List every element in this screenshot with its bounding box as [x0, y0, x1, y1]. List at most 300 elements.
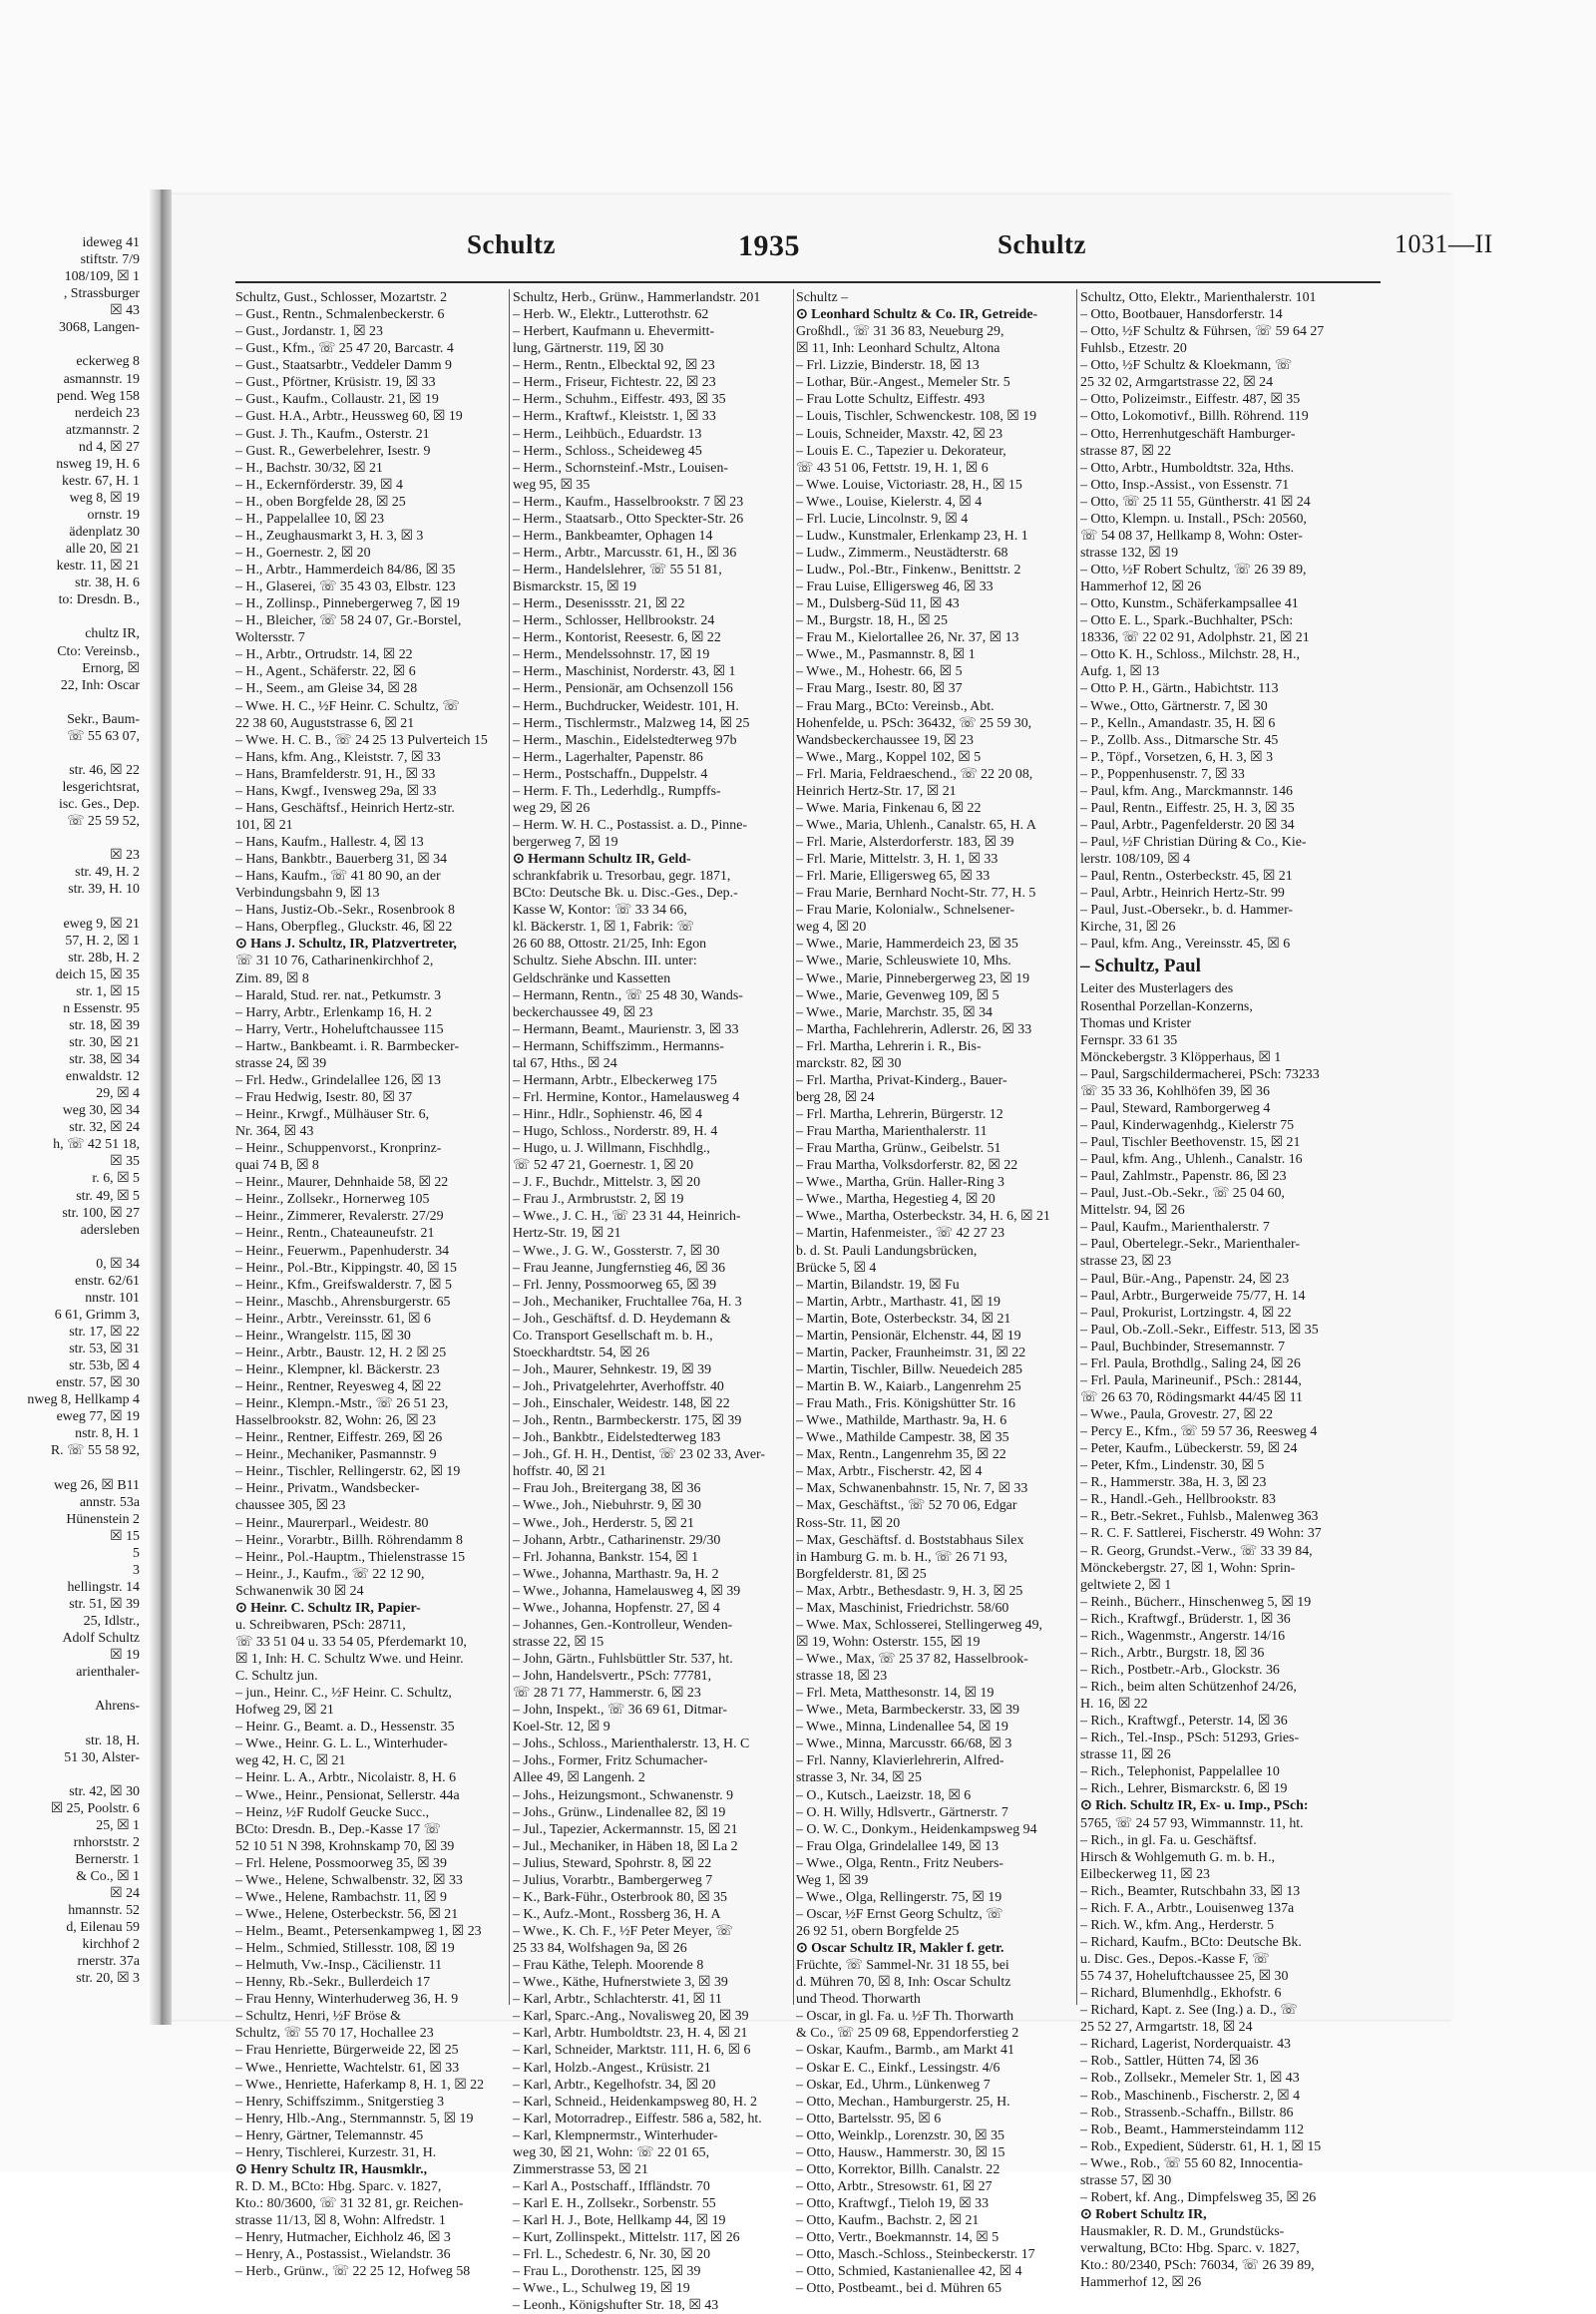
directory-entry-line: – Otto, Lokomotivf., Billh. Röhrend. 119 [1080, 409, 1309, 425]
directory-entry-line: – Frl. Marie, Elligersweg 65, ☒ 33 [796, 869, 991, 885]
directory-entry-line [0, 1460, 140, 1477]
directory-entry-line: ☒ 15 [110, 1528, 140, 1544]
directory-entry-line: – Hermann, Arbtr., Elbeckerweg 175 [513, 1072, 717, 1088]
directory-entry-line: – Henry, Gärtner, Telemannstr. 45 [235, 2127, 424, 2143]
directory-entry-line: – Otto E. L., Spark.-Buchhalter, PSch: [1080, 613, 1294, 629]
directory-entry-line: – Rob., Strassenb.-Schaffn., Billstr. 86 [1080, 2105, 1294, 2121]
directory-entry-line: – Schultz, Henri, ½F Bröse & [235, 2009, 401, 2025]
directory-entry-line: Schultz, ☏ 55 70 17, Hochallee 23 [235, 2026, 434, 2042]
directory-entry-line: – Gust. R., Gewerbelehrer, Isestr. 9 [235, 443, 431, 459]
directory-entry-line: – Hans, Oberpfleg., Gluckstr. 46, ☒ 22 [235, 920, 453, 936]
directory-entry-line: – Paul, Zahlmstr., Papenstr. 86, ☒ 23 [1080, 1169, 1287, 1185]
directory-entry-line: – Richard, Kapt. z. See (Ing.) a. D., ☏ [1080, 2003, 1298, 2019]
previous-page-column [0, 234, 140, 1987]
directory-entry-line [0, 745, 140, 762]
directory-entry-line: – Herm., Schuhm., Eiffestr. 493, ☒ 35 [513, 392, 726, 408]
directory-entry-line: – Herm., Maschin., Eidelstedterweg 97b [513, 732, 737, 748]
directory-entry-line: – Wwe., Heinr. G. L. L., Winterhuder- [235, 1736, 448, 1752]
directory-entry-line: – Paul, kfm. Ang., Marckmannstr. 146 [1080, 783, 1293, 799]
directory-entry-line: – Wwe., Käthe, Hufnerstwiete 3, ☒ 39 [513, 1975, 728, 1991]
directory-entry-line: – Herm., Postschaffn., Duppelstr. 4 [513, 766, 708, 782]
directory-entry-line: strasse 11, ☒ 26 [1080, 1747, 1171, 1763]
directory-entry-line: – Robert, kf. Ang., Dimpfelsweg 35, ☒ 26 [1080, 2189, 1317, 2205]
directory-entry-line: – Max, Arbtr., Fischerstr. 42, ☒ 4 [796, 1464, 983, 1480]
directory-entry-line: – Gust., Pförtner, Krüsistr. 19, ☒ 33 [235, 375, 436, 391]
directory-entry-line: – Harry, Arbtr., Erlenkamp 16, H. 2 [235, 1004, 432, 1020]
directory-entry-line: – Gust., Staatsarbtr., Veddeler Damm 9 [235, 358, 452, 374]
directory-entry-line: ⊙ Henry Schultz IR, Hausmklr., [235, 2161, 428, 2177]
directory-entry-line: ☏ 25 59 52, [67, 814, 140, 830]
directory-entry-line: – Gust., Kaufm., Collaustr. 21, ☒ 19 [235, 392, 439, 408]
directory-entry-line: – Joh., Gf. H. H., Dentist, ☏ 23 02 33, Aver- [513, 1447, 765, 1463]
directory-entry-line: Bernerstr. 1 [75, 1851, 140, 1867]
directory-entry-line: – Frl. Meta, Matthesonstr. 14, ☒ 19 [796, 1686, 995, 1702]
directory-entry-line: – Johs., Former, Fritz Schumacher- [513, 1753, 708, 1769]
directory-entry-line: ☒ 1, Inh: H. C. Schultz Wwe. und Heinr. [235, 1652, 464, 1667]
directory-entry-line: Thomas und Krister [1080, 1015, 1192, 1031]
directory-entry-line: – Ludw., Zimmerm., Neustädterstr. 68 [796, 545, 1008, 561]
directory-entry-line: – Henry, Schiffszimm., Snitgerstieg 3 [235, 2094, 445, 2110]
directory-entry-line: ☒ 35 [110, 1154, 140, 1170]
directory-entry-line: – R., Betr.-Sekret., Fuhlsb., Malenweg 363 [1080, 1509, 1319, 1525]
directory-entry-line: – Heinr. L. A., Arbtr., Nicolaistr. 8, H. 6 [235, 1770, 457, 1786]
directory-entry-line: Kto.: 80/2340, PSch: 76034, ☏ 26 39 89, [1080, 2258, 1315, 2274]
directory-entry-line: Sekr., Baum- [67, 711, 140, 727]
directory-entry-line: – Heinr. G., Beamt. a. D., Hessenstr. 35 [235, 1720, 455, 1736]
directory-entry-line: str. 38, H. 6 [75, 576, 140, 591]
directory-entry-line: – Herm. W. H. C., Postassist. a. D., Pinne- [513, 817, 747, 833]
directory-entry-line: – Jul., Tapezier, Ackermannstr. 15, ☒ 21 [513, 1821, 738, 1837]
directory-entry-line: – J. F., Buchdr., Mittelstr. 3, ☒ 20 [513, 1175, 701, 1191]
directory-entry-line: ☏ 43 51 06, Fettstr. 19, H. 1, ☒ 6 [796, 460, 989, 476]
directory-entry-line: verwaltung, BCto: Hbg. Sparc. v. 1827, [1080, 2241, 1300, 2257]
directory-entry-line: – Otto, ☏ 25 11 55, Güntherstr. 41 ☒ 24 [1080, 494, 1311, 510]
directory-entry-line: – Wwe. Maria, Finkenau 6, ☒ 22 [796, 800, 982, 816]
directory-entry-line: – Wwe., Marg., Koppel 102, ☒ 5 [796, 749, 982, 765]
directory-entry-line: – Martha, Fachlehrerin, Adlerstr. 26, ☒ 33 [796, 1021, 1032, 1037]
directory-entry-line: ideweg 41 [82, 235, 140, 250]
directory-entry-line: Früchte, ☏ Sammel-Nr. 31 18 55, bei [796, 1958, 1009, 1974]
directory-entry-line: – Heinr., Wrangelstr. 115, ☒ 30 [235, 1328, 411, 1344]
directory-entry-line: – Karl H. J., Bote, Hellkamp 44, ☒ 19 [513, 2213, 726, 2229]
directory-entry-line: – Martin, Pensionär, Elchenstr. 44, ☒ 19 [796, 1328, 1021, 1344]
directory-entry-line: – Frau Martha, Grünw., Geibelstr. 51 [796, 1141, 1001, 1157]
directory-entry-line: – Herm., Handelslehrer, ☏ 55 51 81, [513, 563, 722, 578]
directory-entry-line: – Paul, kfm. Ang., Vereinsstr. 45, ☒ 6 [1080, 937, 1291, 953]
directory-entry-line: – Herm., Pensionär, am Ochsenzoll 156 [513, 681, 733, 697]
directory-entry-line: – Herm., Maschinist, Norderstr. 43, ☒ 1 [513, 664, 736, 680]
directory-entry-line: – Johs., Grünw., Lindenallee 82, ☒ 19 [513, 1804, 726, 1820]
directory-entry-line: – Frl. Lizzie, Binderstr. 18, ☒ 13 [796, 358, 980, 374]
directory-entry-line: – Frl. Hedw., Grindelallee 126, ☒ 13 [235, 1072, 441, 1088]
directory-entry-line: – Otto, Arbtr., Stresowstr. 61, ☒ 27 [796, 2178, 993, 2194]
directory-entry-line: – Helm., Schmied, Stillesstr. 108, ☒ 19 [235, 1941, 455, 1957]
directory-entry-line: nsweg 19, H. 6 [56, 456, 140, 472]
directory-entry-line: Ernorg, ☒ [82, 660, 140, 676]
directory-entry-line: – Herb. W., Elektr., Lutterothstr. 62 [513, 307, 709, 323]
directory-entry-line: – Frl. Martha, Lehrerin i. R., Bis- [796, 1038, 982, 1054]
directory-entry-line: – Hans, Kwgf., Ivensweg 29a, ☒ 33 [235, 783, 437, 799]
directory-entry-line: – Julius, Vorarbtr., Bambergerweg 7 [513, 1872, 713, 1888]
directory-entry-line: – Harald, Stud. rer. nat., Petkumstr. 3 [235, 987, 442, 1003]
page-number: 1031—II [1395, 229, 1493, 258]
directory-entry-line: – Wwe., L., Schulweg 19, ☒ 19 [513, 2281, 690, 2297]
directory-entry-line: 25 52 27, Armgartstr. 18, ☒ 24 [1080, 2020, 1253, 2036]
directory-entry-line: – H., oben Borgfelde 28, ☒ 25 [235, 494, 406, 510]
directory-entry-line: – Frl. Marie, Mittelstr. 3, H. 1, ☒ 33 [796, 852, 998, 868]
directory-entry-line: R. ☏ 55 58 92, [50, 1443, 140, 1459]
directory-entry-line: – Louis E. C., Tapezier u. Dekorateur, [796, 443, 1006, 459]
directory-entry-line: Rosenthal Porzellan-Konzerns, [1080, 998, 1253, 1014]
directory-entry-line: u. Disc. Ges., Depos.-Kasse F, ☏ [1080, 1952, 1270, 1967]
directory-entry-line: – Frl. Paula, Marineunif., PSch.: 28144, [1080, 1372, 1302, 1388]
directory-entry-line: Mönckebergstr. 27, ☒ 1, Wohn: Sprin- [1080, 1560, 1296, 1576]
directory-entry-line: nd 4, ☒ 27 [78, 439, 140, 455]
directory-entry-line: – H., Arbtr., Ortrudstr. 14, ☒ 22 [235, 647, 413, 663]
running-head-right: Schultz [998, 229, 1087, 259]
directory-entry-line: – Joh., Privatgelehrter, Averhoffstr. 40 [513, 1379, 724, 1394]
directory-entry-line: – Karl, Motorradrep., Eiffestr. 586 a, 582, ht. [513, 2111, 762, 2126]
directory-entry-line: – H., Bleicher, ☏ 58 24 07, Gr.-Borstel, [235, 613, 462, 629]
directory-entry-line: – Heinr., Vorarbtr., Billh. Röhrendamm 8 [235, 1532, 463, 1548]
directory-entry-line: – Otto, Klempn. u. Install., PSch: 20560, [1080, 511, 1307, 527]
directory-entry-line: – Rich., Telephonist, Pappelallee 10 [1080, 1764, 1280, 1780]
directory-entry-line: – Wwe., Maria, Uhlenh., Canalstr. 65, H. A [796, 817, 1036, 833]
directory-entry-line: – Wwe. H. C. B., ☏ 24 25 13 Pulverteich 15 [235, 732, 488, 748]
directory-entry-line: – Otto, ½F Schultz & Führsen, ☏ 59 64 27 [1080, 324, 1325, 340]
directory-entry-line: – Rich., Kraftwgf., Brüderstr. 1, ☒ 36 [1080, 1611, 1291, 1627]
directory-entry-line: schrankfabrik u. Tresorbau, gegr. 1871, [513, 869, 731, 885]
directory-entry-line: – P., Töpf., Vorsetzen, 6, H. 3, ☒ 3 [1080, 749, 1274, 765]
directory-entry-line: – Gust., Rentn., Schmalenbeckerstr. 6 [235, 307, 445, 323]
directory-entry-line: – Henry, Tischlerei, Kurzestr. 31, H. [235, 2144, 437, 2160]
directory-entry-line: – Wwe., Joh., Herderstr. 5, ☒ 21 [513, 1515, 694, 1531]
directory-entry-line: – Wwe., Henriette, Haferkamp 8, H. 1, ☒ 22 [235, 2077, 485, 2093]
directory-entry-line: asmannstr. 19 [63, 371, 140, 387]
directory-entry-line: – R. Georg, Grundst.-Verw., ☏ 33 39 84, [1080, 1543, 1313, 1559]
directory-entry-line: – Henny, Rb.-Sekr., Bullerdeich 17 [235, 1975, 431, 1991]
directory-entry-line: – Frl. Jenny, Possmoorweg 65, ☒ 39 [513, 1277, 717, 1293]
directory-entry-line: ⊙ Leonhard Schultz & Co. IR, Getreide- [796, 307, 1038, 323]
directory-column-2 [513, 289, 792, 2314]
directory-entry-line: ☒ 23 [110, 848, 140, 864]
directory-entry-line: 108/109, ☒ 1 [64, 269, 140, 285]
directory-entry-line: – Ludw., Kunstmaler, Erlenkamp 23, H. 1 [796, 528, 1028, 544]
directory-entry-line: – Herm., Desenissstr. 21, ☒ 22 [513, 596, 685, 612]
directory-entry-line [0, 336, 140, 353]
directory-entry-line: – Hans, Justiz-Ob.-Sekr., Rosenbrook 8 [235, 903, 455, 919]
directory-entry-line: – Frau Martha, Marienthalerstr. 11 [796, 1124, 988, 1140]
directory-entry-line: – Reinh., Bücherr., Hinschenweg 5, ☒ 19 [1080, 1594, 1312, 1610]
directory-entry-line: – Heinr., Zimmerer, Revalerstr. 27/29 [235, 1209, 444, 1225]
directory-entry-line: Hohenfelde, u. PSch: 36432, ☏ 25 59 30, [796, 715, 1032, 731]
directory-entry-line: Eilbeckerweg 11, ☒ 23 [1080, 1866, 1210, 1882]
directory-entry-line: – Herm., Buchdrucker, Weidestr. 101, H. [513, 698, 739, 714]
directory-entry-line: Heinrich Hertz-Str. 17, ☒ 21 [796, 783, 957, 799]
directory-entry-line: – Otto, Arbtr., Humboldtstr. 32a, Hths. [1080, 460, 1295, 476]
directory-entry-line: – Richard, Blumenhdlg., Ekhofstr. 6 [1080, 1986, 1282, 2002]
directory-entry-line: – Rich. W., kfm. Ang., Herderstr. 5 [1080, 1917, 1275, 1933]
directory-entry-line: Ahrens- [95, 1699, 140, 1715]
directory-entry-line: weg 8, ☒ 19 [69, 490, 140, 506]
directory-entry-line: – Frl. Martha, Privat-Kinderg., Bauer- [796, 1072, 1007, 1088]
directory-entry-line: enwaldstr. 12 [65, 1069, 140, 1085]
directory-entry-line: ☒ 19, Wohn: Osterstr. 155, ☒ 19 [796, 1634, 981, 1650]
directory-entry-line: str. 1, ☒ 15 [76, 983, 140, 999]
directory-entry-line: – Henry, Hlb.-Ang., Sternmannstr. 5, ☒ 19 [235, 2111, 474, 2126]
directory-column-4 [1080, 289, 1381, 2291]
directory-entry-line: – Wwe., Minna, Lindenallee 54, ☒ 19 [796, 1720, 1008, 1736]
directory-entry-line: 25, ☒ 1 [96, 1817, 140, 1833]
directory-entry-line: weg 42, H. C, ☒ 21 [235, 1753, 346, 1769]
running-head-left: Schultz [467, 229, 557, 259]
directory-entry-line: – Heinr., Klempner, kl. Bäckerstr. 23 [235, 1361, 440, 1377]
directory-entry-line: – Martin B. W., Kaiarb., Langenrehm 25 [796, 1379, 1021, 1394]
directory-entry-line: str. 18, H. [85, 1733, 140, 1748]
directory-entry-line: – Herm., Kontorist, Reesestr. 6, ☒ 22 [513, 630, 721, 646]
directory-entry-line: Hertz-Str. 19, ☒ 21 [513, 1226, 621, 1242]
directory-entry-line: – Frau Math., Fris. Königshütter Str. 16 [796, 1396, 1015, 1412]
directory-entry-line: tal 67, Hths., ☒ 24 [513, 1055, 617, 1071]
directory-entry-line: kestr. 11, ☒ 21 [56, 559, 140, 575]
directory-entry-line: – Max, Arbtr., Bethesdastr. 9, H. 3, ☒ 25 [796, 1583, 1023, 1599]
directory-entry-line: – R., Handl.-Geh., Hellbrookstr. 83 [1080, 1492, 1276, 1508]
directory-entry-line: – O. W. C., Donkym., Heidenkampsweg 94 [796, 1821, 1037, 1837]
directory-entry-line: in Hamburg G. m. b. H., ☏ 26 71 93, [796, 1549, 1007, 1565]
directory-entry-line: Hammerhof 12, ☒ 26 [1080, 2275, 1202, 2291]
directory-entry-line: – Karl, Holzb.-Angest., Krüsistr. 21 [513, 2060, 711, 2076]
directory-entry-line: ⊙ Heinr. C. Schultz IR, Papier- [235, 1600, 421, 1616]
directory-entry-line: – Peter, Kfm., Lindenstr. 30, ☒ 5 [1080, 1458, 1265, 1474]
directory-entry-line: – Wwe., Helene, Rambachstr. 11, ☒ 9 [235, 1889, 447, 1905]
directory-entry-line: – Paul, Arbtr., Burgerweide 75/77, H. 14 [1080, 1288, 1306, 1304]
directory-entry-line: quai 74 B, ☒ 8 [235, 1158, 319, 1174]
directory-entry-line: – Rich., Wagenmstr., Angerstr. 14/16 [1080, 1628, 1286, 1644]
directory-entry-line: strasse 57, ☒ 30 [1080, 2172, 1172, 2188]
directory-entry-line: – Frau Lotte Schultz, Eiffestr. 493 [796, 392, 986, 408]
directory-entry-line: Schultz, Otto, Elektr., Marienthalerstr. 101 [1080, 290, 1317, 305]
directory-entry-line [0, 694, 140, 711]
directory-entry-line: – Frau M., Kielortallee 26, Nr. 37, ☒ 13 [796, 630, 1019, 646]
directory-entry-line: – Paul, Buchbinder, Stresemannstr. 7 [1080, 1339, 1286, 1354]
directory-entry-line: – Wwe., Johanna, Hopfenstr. 27, ☒ 4 [513, 1600, 720, 1616]
directory-entry-line: str. 38, ☒ 34 [69, 1052, 140, 1067]
directory-entry-line: ☏ 26 63 70, Rödingsmarkt 44/45 ☒ 11 [1080, 1389, 1304, 1405]
directory-entry-line: – Otto, Postbeamt., bei d. Mühren 65 [796, 2281, 1002, 2297]
directory-entry-line: r. 6, ☒ 5 [92, 1171, 140, 1187]
directory-entry-line: – M., Dulsberg-Süd 11, ☒ 43 [796, 596, 960, 612]
directory-entry-line: geltwiete 2, ☒ 1 [1080, 1577, 1172, 1593]
directory-entry-line [0, 898, 140, 915]
column-divider [1076, 289, 1077, 2005]
directory-entry-line: str. 53b, ☒ 4 [69, 1358, 140, 1374]
directory-entry-line: – Wwe., Martha, Osterbeckstr. 34, H. 6, ☒ 21 [796, 1209, 1050, 1225]
directory-entry-line: str. 28b, H. 2 [68, 950, 140, 965]
directory-entry-line: Mittelstr. 94, ☒ 26 [1080, 1203, 1185, 1219]
directory-entry-line: Hirsch & Wohlgemuth G. m. b. H., [1080, 1849, 1276, 1865]
directory-entry-line: – Wwe. H. C., ½F Heinr. C. Schultz, ☏ [235, 698, 460, 714]
directory-entry-line: – Paul, Prokurist, Lortzingstr. 4, ☒ 22 [1080, 1305, 1292, 1321]
directory-entry-line: – Heinr., Pol.-Hauptm., Thielenstrasse 15 [235, 1549, 466, 1565]
directory-entry-line: – Frau Hedwig, Isestr. 80, ☒ 37 [235, 1089, 413, 1105]
directory-entry-line: Allee 49, ☒ Langenh. 2 [513, 1770, 645, 1786]
directory-entry-line: – Louis, Tischler, Schwenckestr. 108, ☒ 19 [796, 409, 1037, 425]
directory-entry-line: – Heinr., Tischler, Rellingerstr. 62, ☒ 19 [235, 1464, 461, 1480]
directory-entry-line: Kto.: 80/3600, ☏ 31 32 81, gr. Reichen- [235, 2196, 464, 2211]
directory-entry-line: – Otto, ½F Schultz & Kloekmann, ☏ [1080, 358, 1293, 374]
directory-entry-line: – Otto, Polizeimstr., Eiffestr. 487, ☒ 35 [1080, 392, 1301, 408]
directory-entry-line: – Joh., Einschaler, Weidestr. 148, ☒ 22 [513, 1396, 730, 1412]
directory-entry-line: lesgerichtsrat, [62, 780, 140, 795]
directory-entry-line: ☒ 24 [110, 1886, 140, 1902]
directory-entry-line: – Max, Geschäftst., ☏ 52 70 06, Edgar [796, 1498, 1017, 1514]
directory-entry-line: – Otto, Kraftwgf., Tieloh 19, ☒ 33 [796, 2196, 990, 2211]
directory-entry-line: – Wwe., Henriette, Wachtelstr. 61, ☒ 33 [235, 2060, 460, 2076]
directory-entry-line: Großhdl., ☏ 31 36 83, Neueburg 29, [796, 324, 1004, 340]
directory-entry-line: – Frl. Marie, Alsterdorferstr. 183, ☒ 39 [796, 835, 1014, 850]
directory-entry-line: – Frau Käthe, Teleph. Moorende 8 [513, 1958, 704, 1974]
directory-entry-line: – Rich., Tel.-Insp., PSch: 51293, Gries- [1080, 1731, 1300, 1746]
directory-entry-line: str. 49, ☒ 5 [76, 1188, 140, 1204]
directory-entry-line: isc. Ges., Dep. [58, 797, 140, 813]
directory-entry-line: strasse 3, Nr. 34, ☒ 25 [796, 1770, 922, 1786]
directory-entry-line: 26 60 88, Ottostr. 21/25, Inh: Egon [513, 937, 707, 953]
directory-entry-line: – Herm., Leihbüch., Eduardstr. 13 [513, 426, 702, 442]
directory-entry-line: – Frl. Hermine, Kontor., Hamelausweg 4 [513, 1089, 740, 1105]
directory-entry-line: ⊙ Hermann Schultz IR, Geld- [513, 852, 691, 868]
directory-entry-line: – Herbert, Kaufmann u. Ehevermitt- [513, 324, 715, 340]
directory-entry-line: Schwanenwik 30 ☒ 24 [235, 1583, 364, 1599]
directory-entry-line: – K., Aufz.-Mont., Rossberg 36, H. A [513, 1906, 721, 1922]
directory-entry-line: – Johs., Schloss., Marienthalerstr. 13, H. C [513, 1736, 750, 1752]
directory-entry-line: 5765, ☏ 24 57 93, Wimmannstr. 11, ht. [1080, 1815, 1304, 1831]
directory-entry-line: Leiter des Musterlagers des [1080, 981, 1234, 997]
directory-entry-line: eweg 9, ☒ 21 [63, 916, 140, 932]
directory-entry-line: ☏ 52 47 21, Goernestr. 1, ☒ 20 [513, 1158, 694, 1174]
directory-entry-line: – Karl, Sparc.-Ang., Novalisweg 20, ☒ 39 [513, 2009, 749, 2025]
directory-entry-line: – Helmuth, Vw.-Insp., Cäcilienstr. 11 [235, 1958, 443, 1974]
directory-entry-line: – Otto P. H., Gärtn., Habichtstr. 113 [1080, 681, 1279, 697]
directory-entry-line: – Paul, Sargschildermacherei, PSch: 73233 [1080, 1066, 1320, 1082]
directory-entry-line: – Heinr., Maurerparl., Weidestr. 80 [235, 1515, 429, 1531]
directory-entry-line: – Paul, Obertelegr.-Sekr., Marienthaler- [1080, 1237, 1300, 1253]
directory-entry-line: Geldschränke und Kassetten [513, 970, 671, 986]
directory-entry-line: – Herm., Friseur, Fichtestr. 22, ☒ 23 [513, 375, 716, 391]
directory-entry-line: Schultz, Gust., Schlosser, Mozartstr. 2 [235, 290, 448, 305]
directory-entry-line: nnstr. 101 [85, 1290, 140, 1306]
directory-entry-line: – Wwe., Marie, Gevenweg 109, ☒ 5 [796, 987, 999, 1003]
directory-entry-line: Kirche, 31, ☒ 26 [1080, 920, 1176, 936]
directory-entry-line: – Frau Martha, Volksdorferstr. 82, ☒ 22 [796, 1158, 1018, 1174]
directory-entry-line: 25 32 02, Armgartstrasse 22, ☒ 24 [1080, 375, 1274, 391]
directory-entry-line: – Wwe., Johanna, Marthastr. 9a, H. 2 [513, 1566, 719, 1582]
directory-entry-line: – Heinr., Pol.-Btr., Kippingstr. 40, ☒ 15 [235, 1260, 457, 1276]
directory-entry-line: – Johannes, Gen.-Kontrolleur, Wenden- [513, 1617, 733, 1633]
directory-entry-line: 57, H. 2, ☒ 1 [65, 933, 140, 949]
directory-entry-line: 5 [133, 1545, 140, 1561]
directory-entry-line: – Oskar, Kaufm., Barmb., am Markt 41 [796, 2043, 1014, 2059]
directory-entry-line: Mönckebergstr. 3 Klöpperhaus, ☒ 1 [1080, 1049, 1282, 1065]
directory-entry-line: Nr. 364, ☒ 43 [235, 1124, 314, 1140]
directory-entry-line: – Max, Geschäftsf. d. Boststabhaus Silex [796, 1532, 1024, 1548]
directory-entry-line: enstr. 57, ☒ 30 [56, 1375, 140, 1391]
directory-entry-line: Stoeckhardtstr. 54, ☒ 26 [513, 1345, 650, 1360]
directory-entry-line: ☒ 25, Poolstr. 6 [50, 1800, 140, 1816]
directory-entry-line: – Hermann, Schiffszimm., Hermanns- [513, 1038, 724, 1054]
directory-entry-line: – Hans, Kaufm., ☏ 41 80 90, an der [235, 869, 441, 885]
directory-entry-line: – Wwe., Otto, Gärtnerstr. 7, ☒ 30 [1080, 698, 1268, 714]
directory-entry-line: – Wwe., Helene, Schwalbenstr. 32, ☒ 33 [235, 1872, 463, 1888]
directory-entry-line [0, 830, 140, 847]
directory-entry-line: – Max, Maschinist, Friedrichstr. 58/60 [796, 1600, 1009, 1616]
directory-entry-line: – Henry, A., Postassist., Wielandstr. 36 [235, 2247, 451, 2263]
previous-page-edge [0, 234, 150, 2010]
directory-entry-line: – Martin, Hafenmeister., ☏ 42 27 23 [796, 1226, 1005, 1242]
directory-entry-line: – John, Gärtn., Fuhlsbüttler Str. 537, ht. [513, 1652, 733, 1667]
directory-entry-line: – Otto, Vertr., Boekmannstr. 14, ☒ 5 [796, 2230, 999, 2246]
directory-entry-line: – Hans, Bramfelderstr. 91, H., ☒ 33 [235, 766, 436, 782]
directory-entry-line: – Frau Marg., BCto: Vereinsb., Abt. [796, 698, 995, 714]
directory-entry-line: – Joh., Maurer, Sehnkestr. 19, ☒ 39 [513, 1361, 712, 1377]
directory-entry-line: – R. C. F. Sattlerei, Fischerstr. 49 Wohn: 37 [1080, 1526, 1322, 1542]
directory-entry-line: – O., Kutsch., Laeizstr. 18, ☒ 6 [796, 1787, 972, 1803]
directory-entry-line: – Hans, Kaufm., Hallestr. 4, ☒ 13 [235, 835, 424, 850]
directory-entry-line: strasse 23, ☒ 23 [1080, 1254, 1172, 1270]
directory-entry-line: – Rob., Beamt., Hammersteindamm 112 [1080, 2121, 1305, 2137]
directory-entry-line: Verbindungsbahn 9, ☒ 13 [235, 886, 380, 902]
directory-entry-line: 52 10 51 N 398, Krohnskamp 70, ☒ 39 [235, 1838, 455, 1854]
directory-entry-line: – Frl. Nanny, Klavierlehrerin, Alfred- [796, 1753, 1004, 1769]
directory-entry-line: – Rich., Arbtr., Burgstr. 18, ☒ 36 [1080, 1645, 1265, 1661]
directory-entry-line: – Otto, Weinklp., Lorenzstr. 30, ☒ 35 [796, 2127, 1004, 2143]
directory-entry-line: – Frl. Lucie, Lincolnstr. 9, ☒ 4 [796, 511, 969, 527]
directory-entry-line: R. D. M., BCto: Hbg. Sparc. v. 1827, [235, 2178, 442, 2194]
directory-entry-line: bergerweg 7, ☒ 19 [513, 835, 618, 850]
directory-entry-line: – Richard, Kaufm., BCto: Deutsche Bk. [1080, 1934, 1302, 1950]
directory-entry-line: eweg 77, ☒ 19 [56, 1409, 140, 1425]
directory-entry-line [0, 608, 140, 625]
directory-entry-line: – Wwe., M., Pasmannstr. 8, ☒ 1 [796, 647, 976, 663]
directory-entry-line: – Johs., Heizungsmont., Schwanenstr. 9 [513, 1787, 734, 1803]
directory-entry-line: – Heinr., Krwgf., Mülhäuser Str. 6, [235, 1107, 430, 1122]
directory-entry-line: berg 28, ☒ 24 [796, 1089, 875, 1105]
directory-entry-line: annstr. 53a [79, 1494, 140, 1510]
directory-entry-line: – Helm., Beamt., Petersenkampweg 1, ☒ 23 [235, 1924, 482, 1939]
directory-entry-line: Aufg. 1, ☒ 13 [1080, 664, 1160, 680]
directory-entry-line: – Frl. Martha, Lehrerin, Bürgerstr. 12 [796, 1107, 1003, 1122]
directory-entry-line: – Otto, Kunstm., Schäferkampsallee 41 [1080, 596, 1299, 612]
directory-entry-line: – Heinr., Arbtr., Baustr. 12, H. 2 ☒ 25 [235, 1345, 447, 1360]
directory-entry-line: str. 39, H. 10 [68, 882, 140, 898]
directory-entry-line: – Otto, Schmied, Kastanienallee 42, ☒ 4 [796, 2264, 1022, 2280]
directory-entry-line: Zimmerstrasse 53, ☒ 21 [513, 2161, 648, 2177]
directory-entry-line: – Herm., Tischlermstr., Malzweg 14, ☒ 25 [513, 715, 750, 731]
directory-entry-line: & Co., ☒ 1 [76, 1869, 140, 1884]
directory-entry-line: – Wwe., Marie, Schleuswiete 10, Mhs. [796, 954, 1011, 969]
directory-entry-line: Koel-Str. 12, ☒ 9 [513, 1720, 610, 1736]
directory-entry-line: Weg 1, ☒ 39 [796, 1872, 869, 1888]
directory-entry-line: – Rich., beim alten Schützenhof 24/26, [1080, 1680, 1297, 1695]
directory-entry-line: Hausmakler, R. D. M., Grundstücks- [1080, 2224, 1285, 2239]
directory-entry-line: weg 29, ☒ 26 [513, 800, 591, 816]
directory-entry-line: – Max, Schwanenbahnstr. 15, Nr. 7, ☒ 33 [796, 1481, 1028, 1497]
directory-entry-line: – Hartw., Bankbeamt. i. R. Barmbecker- [235, 1038, 460, 1054]
directory-entry-line: – Joh., Rentn., Barmbeckerstr. 175, ☒ 39 [513, 1413, 742, 1429]
directory-entry-line: C. Schultz jun. [235, 1669, 318, 1685]
directory-entry-line: – Harry, Vertr., Hoheluftchaussee 115 [235, 1021, 444, 1037]
directory-entry-line: ☏ 54 08 37, Hellkamp 8, Wohn: Oster- [1080, 528, 1303, 544]
directory-entry-line: – Wwe., Mathilde Campestr. 38, ☒ 35 [796, 1430, 1009, 1446]
